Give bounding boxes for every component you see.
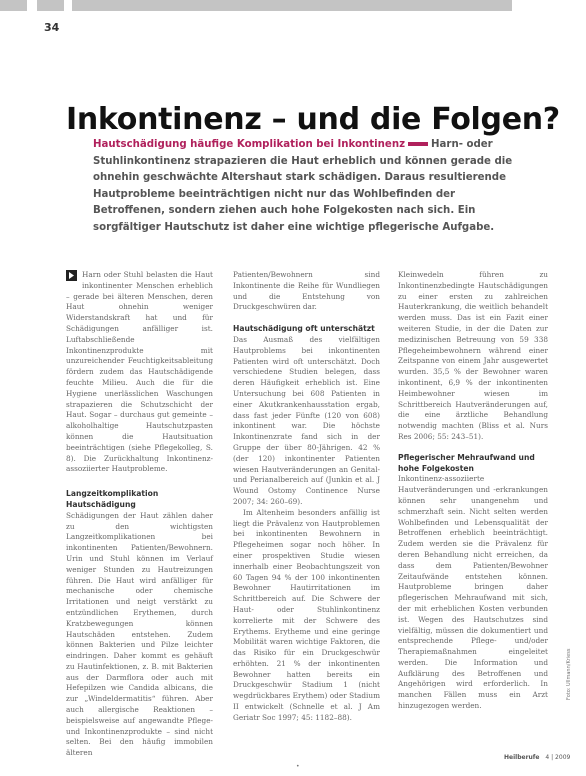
- column-2: [233, 270, 380, 724]
- column-3: [398, 270, 548, 712]
- page-footer: [504, 754, 570, 761]
- body-paragraph: Patienten/Bewohnern sind Inkontinente die Reihe für Wundliegen und die Entstehung von Druckgeschwüren dar.: [233, 270, 380, 312]
- top-bar-segment: [72, 0, 512, 11]
- top-bar: [0, 0, 586, 11]
- journal-name: Heilberufe: [504, 754, 540, 761]
- section-heading: Hautschädigung oft unterschätzt: [233, 324, 375, 334]
- kicker-bar: [408, 142, 428, 146]
- lead-kicker: Hautschädigung häufige Komplikation bei Inkontinenz: [93, 139, 406, 150]
- page-number: 34: [44, 21, 60, 34]
- page-marker: •: [296, 763, 300, 770]
- top-bar-segment: [0, 0, 27, 11]
- lead-text: Harn- oder Stuhlinkontinenz strapazieren die Haut erheblich und können gerade die ohnehin geschwächte Altershaut stark schädigen. Daraus resultierende Hautprobleme beeinträchtigen nicht nur das Wohlbefinden der Betroffenen, sondern ziehen auch hohe Folgekosten nach sich. Ein sorgfältiger Hautschutz ist daher eine wichtige pflegerische Aufgabe.: [93, 139, 513, 233]
- article-title: Inkontinenz – und die Folgen?: [66, 102, 560, 138]
- section-heading: Langzeitkomplikation Hautschädigung: [66, 489, 159, 509]
- top-bar-segment: [37, 0, 64, 11]
- article-lead: [93, 137, 513, 236]
- intro-paragraph: [66, 270, 213, 475]
- section-heading: Pflegerischer Mehraufwand und hohe Folgekosten: [398, 452, 535, 473]
- body-paragraph: Im Altenheim besonders anfällig ist liegt die Prävalenz von Hautproblemen bei inkontinenten Bewohnern in Pflegeheimen sogar noch höher. In einer prospektiven Studie wiesen innerhalb einer Beobachtungszeit von 60 Tagen 94 % der 100 inkontinenten Bewohner Hautirritationen im Schrittbereich auf. Die Schwere der Haut- oder Stuhlinkontinenz korrelierte mit der Schwere des Erythems. Erytheme und eine geringe Mobilität waren wichtige Faktoren, die das Risiko für ein Druckgeschwür erhöhten. 21 % der inkontinenten Bewohner hatten bereits ein Druckgeschwür Stadium 1 (nicht wegdrückbares Erythem) oder Stadium II entwickelt (Schnelle et al. J Am Geriatr Soc 1997; 45: 1182–88).: [233, 507, 380, 722]
- body-paragraph: Das Ausmaß des vielfältigen Hautproblems bei inkontinenten Patienten wird oft unterschätzt. Doch verschiedene Studien belegen, dass deren Häufigkeit erheblich ist. Eine Untersuchung bei 608 Patienten in einer Akutkrankenhausstation ergab, dass fast jeder Fünfte (120 von 608) inkontinent war. Die höchste Inkontinenzrate fand sich in der Gruppe der über 80-Jährigen. 42 % (der 120) inkontinenter Patienten wiesen Hautveränderungen an Genital- und Perianalbereich auf (Junkin et al. J Wound Ostomy Continence Nurse 2007; 34: 260–69).: [233, 334, 380, 506]
- photo-credit: Foto: Ullmann/Kriess: [566, 648, 572, 700]
- column-1: [66, 270, 213, 759]
- arrow-right-icon: [66, 270, 77, 281]
- body-paragraph: Inkontinenz-assoziierte Hautveränderungen und -erkrankungen können sehr unangenehm und schmerzhaft sein. Nicht selten werden Wohlbefinden und Lebensqualität der Betroffenen erheblich beeinträchtigt. Zudem werden sie die Prävalenz für deren Behandlung nicht erreichen, da dass dem Patienten/Bewohner Zeitaufwände entstehen können. Hautprobleme bringen daher pflegerischen Mehraufwand mit sich, der mit erheblichen Kosten verbunden ist. Wegen des Hautschutzes sind vielfältig, müssen die dokumentiert und entsprechende Pflege- und/oder Therapiemaßnahmen eingeleitet werden. Die Information und Aufklärung des Betroffenen und Angehörigen wird erforderlich. In manchen Fällen muss ein Arzt hinzugezogen werden.: [398, 474, 548, 711]
- issue-label: 4 | 2009: [545, 754, 571, 761]
- body-paragraph: Kleinwedeln führen zu Inkontinenzbedingte Hautschädigungen zu einer ersten zu zahlreichen Hauterkrankung, die weitlich behandelt werden muss. Das ist ein Fazit einer weiteren Studie, in der die Daten zur medizinischen Betreuung von 59 338 Pflegeheimbewohnern während einer Zeitspanne von einem Jahr ausgewertet wurden. 35,5 % der Bewohner waren inkontinent, 6,9 % der inkontinenten Heimbewohner wiesen im Schrittbereich Hautveränderungen auf, die eine ärztliche Behandlung notwendig machten (Bliss et al. Nurs Res 2006; 55: 243–51).: [398, 270, 548, 441]
- body-paragraph: Schädigungen der Haut zählen daher zu den wichtigsten Langzeitkomplikationen bei inkontinenten Patienten/Bewohnern. Urin und Stuhl können im Verlauf weniger Stunden zu Hautreizungen führen. Die Haut wird anfälliger für mechanische oder chemische Irritationen und neigt verstärkt zu entzündlichen Erythemen, durch Kratzbewegungen können Hautschäden entstehen. Zudem können Bakterien und Pilze leichter eindringen. Daher kommt es gehäuft zu Hautinfektionen, z. B. mit Bakterien aus der Darmflora oder auch mit Hefepilzen wie Candida albicans, die zur „Windeldermatitis“ führen. Aber auch allergische Reaktionen – beispielsweise auf angewandte Pflege- und Inkontinenzprodukte – sind nicht selten. Bei den häufig immobilen älteren: [66, 510, 213, 758]
- intro-text: Harn oder Stuhl belasten die Haut inkontinenter Menschen erheblich – gerade bei älteren Menschen, deren Haut ohnehin weniger Widerstandskraft hat und für Schädigungen anfälliger ist. Luftabschließende Inkontinenzprodukte mit unzureichender Feuchtigkeitsableitung fördern zudem das Hautschädigende feuchte Milieu. Auch die für die Hygiene unerlässlichen Waschungen strapazieren die Schutzschicht der Haut. Sogar – durchaus gut gemeinte – alkoholhaltige Hautschutzpasten können die Hautsituation beeinträchtigen (siehe Pflegekolleg, S. 8). Die Zurückhaltung Inkontinenz-assoziierter Hautprobleme.: [66, 270, 213, 474]
